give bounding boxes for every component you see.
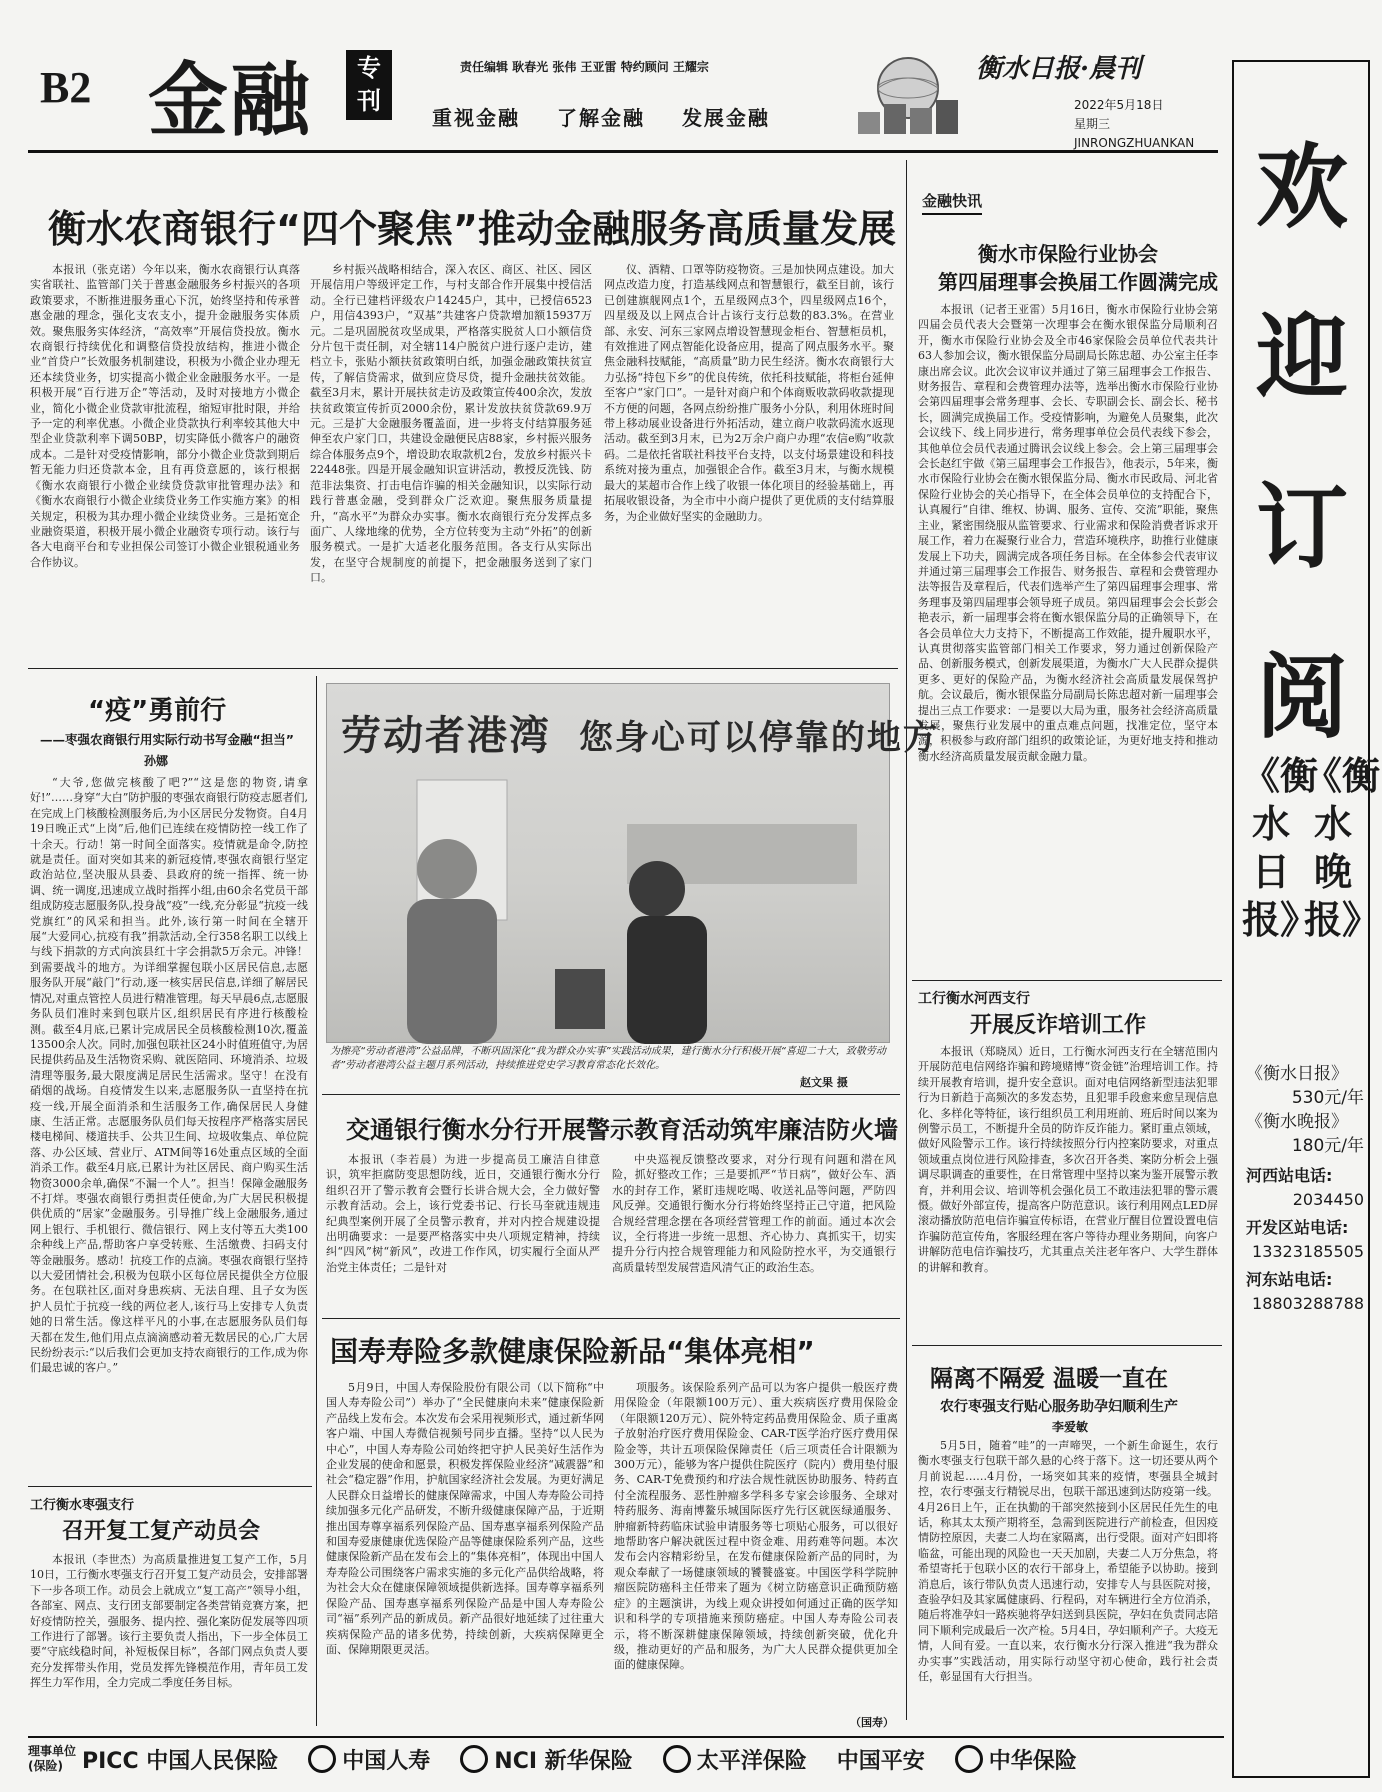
care-body bbox=[918, 1438, 1218, 1728]
price-a: 530元/年 bbox=[1291, 1088, 1364, 1108]
lead-col-3-text: 仪、酒精、口罩等防疫物资。三是加快网点建设。加大网点改造力度，打造基线网点和智慧银行，截至目前，该行已创建旗舰网点1个，五星级网点3个，四星级网点16个，四星级及以上网点合计占该行支行总数的83.3%。在营业部、永安、河东三家网点增设智慧现金柜台、智慧柜员机，有效推进了网点智能化设备应用，提高了网点服务水平。聚焦金融科技赋能，“高质量”助力民生经济。衡水农商银行大力弘扬“持包下乡”的优良传统，依托科技赋能，将柜台延伸至客户“家门口”。一是针对商户和个体商贩收款码收款提现不方便的问题，各网点纷纷推广服务小分队，利用休班时间带上移动展业设备进行外拓活动，建立商户收款码流水返现活动。截至到3月末，已为2万余户商户办理“农信e购”收款码。二是依托省联社科技平台支持，以支付场景建设和科技系统对接为重点，加强银企合作。截至3月末，与衡水规模最大的某超市合作上线了收银一体化项目的经验基础上，再拓展收银设备，为全市中小商户提供了更优质的支付结算服务，为企业做好坚实的金融助力。 bbox=[604, 263, 894, 523]
bocom-col-2-text: 中央巡视反馈整改要求，对分行现有问题和潜在风险，抓好整改工作；三是要抓严“节日病”，做好公车、酒水的封存工作，紧盯违规吃喝、收送礼品等问题，严防四风反弹。交通银行衡水分行将始终坚持正己守道，把风险合规经营理念摆在各项经营管理工作的前面。通过本次会议，全行将进一步统一思想、齐心协力、真抓实干，切实提升分行内控合规管理能力和风险防控水平，为交通银行高质量转型发展营造风清气正的政治生态。 bbox=[612, 1153, 896, 1274]
icbc-hexi-headline: 开展反诈培训工作 bbox=[970, 1013, 1147, 1038]
sponsor-cpic-name: 太平洋保险 bbox=[696, 1748, 807, 1774]
subscription-sidebar bbox=[1232, 60, 1381, 1778]
slogan-2: 了解金融 bbox=[556, 106, 645, 130]
paper-vertical-a: 《衡水日报》 bbox=[1242, 753, 1319, 942]
chinalife-logo-icon bbox=[308, 1745, 336, 1773]
photo-scene bbox=[327, 684, 891, 1044]
sponsor-pingan bbox=[837, 1744, 925, 1775]
zaoqiang-kicker: 工行衡水枣强支行 bbox=[30, 1498, 135, 1513]
icbc-hexi-body bbox=[918, 1044, 1218, 1334]
icbc-hexi-kicker: 工行衡水河西支行 bbox=[918, 991, 1030, 1007]
sponsor-nci bbox=[460, 1744, 632, 1775]
price-list bbox=[1246, 1062, 1364, 1316]
zaoqiang-body bbox=[30, 1552, 308, 1728]
left-col-divider bbox=[316, 676, 317, 1726]
price-a-name: 《衡水日报》 bbox=[1246, 1064, 1348, 1084]
photo-caption: 为擦亮“劳动者港湾”公益品牌，不断巩固深化“我为群众办实事”实践活动成果，建行衡水分行积极开展“喜迎二十大，致敬劳动者”劳动者港湾公益主题月系列活动，持续推进党史学习教育常态化长效化。 bbox=[330, 1046, 886, 1071]
sponsor-chinalife bbox=[308, 1744, 430, 1775]
section-pinyin: JINRONGZHUANKAN bbox=[1074, 136, 1195, 150]
chinalife-col-1-text: 5月9日，中国人寿保险股份有限公司（以下简称“中国人寿寿险公司”）举办了“全民健康向未来”健康保险新产品线上发布会。本次发布会采用视频形式，通过新华网客户端、中国人寿微信视频号同步直播。坚持“以人民为中心”，中国人寿寿险公司始终把守护人民美好生活作为企业发展的使命和愿景，积极发挥保险业经济“减震器”和社会“稳定器”作用，护航国家经济社会发展。为更好满足人民群众日益增长的健康保障需求，中国人寿寿险公司持续加强多元化产品研发，不断升级健康保障产品，于近期推出国寿尊享福系列保险产品、国寿惠享福系列保险产品和国寿爱康健康优选保险产品等健康保险系列产品，这些健康保险新产品在发布会上的“集体亮相”，体现出中国人寿寿险公司围绕客户需求实施的多元化产品供给战略，将为社会大众在健康保障领域提供新选择。国寿尊享福系列保险产品、国寿惠享福系列保险产品是中国人寿寿险公司“福”系列产品的新成员。新产品很好地延续了过往重大疾病保险产品的诸多优势，持续创新，大疾病保障更全面、保障期限更灵活。 bbox=[326, 1381, 604, 1656]
care-author: 李爱敏 bbox=[1052, 1420, 1089, 1434]
sponsor-cpic bbox=[663, 1744, 807, 1775]
sponsor-pingan-name: 中国平安 bbox=[836, 1748, 925, 1774]
sponsor-chinainsurance-name: 中华保险 bbox=[988, 1748, 1077, 1774]
lead-col-1 bbox=[30, 262, 300, 656]
care-headline: 隔离不隔爱 温暖一直在 bbox=[930, 1366, 1169, 1392]
bocom-headline: 交通银行衡水分行开展警示教育活动筑牢廉洁防火墙 bbox=[346, 1116, 898, 1144]
lead-col-3 bbox=[604, 262, 894, 656]
slogan-3: 发展金融 bbox=[681, 106, 770, 130]
news-photo bbox=[326, 683, 939, 1043]
lead-col-2 bbox=[310, 262, 592, 656]
bocom-col-1 bbox=[326, 1152, 600, 1308]
photo-bottom-rule bbox=[322, 1094, 900, 1095]
photo-sign-main: 劳动者港湾 bbox=[341, 713, 551, 759]
welcome-subscribe: 欢迎订阅 bbox=[1255, 133, 1348, 751]
price-b-name: 《衡水晚报》 bbox=[1246, 1112, 1348, 1132]
care-subtitle: 农行枣强支行贴心服务助孕妇顺利生产 bbox=[940, 1399, 1178, 1415]
chinalife-col-2 bbox=[614, 1380, 898, 1710]
section-title: 金融 bbox=[148, 54, 312, 147]
sponsor-label: 理事单位(保险) bbox=[28, 1744, 77, 1773]
contact-label-3: 河东站电话: bbox=[1246, 1270, 1333, 1289]
yong-author: 孙娜 bbox=[144, 754, 169, 768]
sponsor-nci-name: NCI 新华保险 bbox=[494, 1748, 633, 1774]
chinalife-credit: （国寿） bbox=[850, 1716, 894, 1729]
news-flash-body bbox=[918, 302, 1218, 922]
news-flash-kicker: 金融快讯 bbox=[922, 190, 982, 215]
price-b: 180元/年 bbox=[1291, 1136, 1364, 1156]
contact-number-1: 2034450 bbox=[1292, 1190, 1364, 1209]
coins-illustration bbox=[838, 42, 978, 142]
editors-line: 责任编辑 耿春光 张伟 王亚雷 特约顾问 王耀宗 bbox=[460, 60, 709, 74]
column-divider bbox=[906, 160, 907, 1720]
news-flash-headline-2: 第四届理事会换届工作圆满完成 bbox=[938, 270, 1218, 294]
bocom-col-2 bbox=[612, 1152, 896, 1308]
masthead-divider bbox=[28, 150, 1218, 153]
lead-bottom-rule bbox=[28, 668, 898, 669]
right-rule-2 bbox=[912, 1345, 1222, 1346]
bocom-bottom-rule bbox=[322, 1318, 900, 1319]
right-rule-1 bbox=[912, 980, 1222, 981]
chinainsurance-logo-icon bbox=[955, 1745, 983, 1773]
lead-headline: 衡水农商银行“四个聚焦”推动金融服务高质量发展 bbox=[48, 207, 896, 251]
care-text: 5月5日，随着“哇”的一声啼哭，一个新生命诞生，农行衡水枣强支行包联干部久悬的心终于落下。这一切还要从两个月前说起……4月份，一场突如其来的疫情，枣强县全城封控，农行枣强支行精锐尽出，包联干部迅速到达防疫第一线。4月26日上午，正在执勤的干部突然接到小区居民任先生的电话，称其太太预产期将至，急需到医院进行产前检查，但因疫情防控原因，夫妻二人均在家隔离，出行受限。面对产妇即将临盆，可能出现的风险也一天天加剧，夫妻二人万分焦急，将希望寄托于包联小区的农行干部身上，希望能予以协助。接到消息后，该行带队负责人迅速行动，安排专人与县医院对接，查验孕妇及其家属健康码、行程码，对车辆进行全方位消杀，随后将准孕妇一路疾驰将孕妇送到县医院，孕妇在负责同志陪同下顺利完成最后一次产检。5月4日，孕妇顺利产子。大疫无情，人间有爱。一直以来，农行衡水分行深入推进“我为群众办实事”实践活动，用实际行动坚守初心使命，践行社会责任，彰显国有大行担当。 bbox=[918, 1439, 1218, 1684]
nci-logo-icon bbox=[460, 1745, 488, 1773]
cpic-logo-icon bbox=[663, 1745, 691, 1773]
yong-body bbox=[30, 775, 308, 1460]
masthead bbox=[28, 28, 1218, 148]
yong-title: “疫”勇前行 bbox=[88, 696, 227, 726]
slogan-row bbox=[432, 102, 798, 131]
date-info bbox=[1074, 96, 1194, 153]
photo-credit: 赵文果 摄 bbox=[800, 1076, 848, 1089]
issue-date: 2022年5月18日 bbox=[1074, 98, 1164, 112]
paper-name: 衡水日报·晨刊 bbox=[976, 54, 1142, 84]
icbc-hexi-text: 本报讯（郑晓凤）近日，工行衡水河西支行在全辖范围内开展防范电信网络诈骗和跨境赌博“资金链”治理培训工作。持续开展教育培训，提升安全意识。面对电信网络新型违法犯罪行为日新趋于高频次的多发态势，且犯罪手段愈来愈呈现信息化、多样化等特征，该行组织员工利用班前、班后时间以案为例警示员工，不断提升全员的防诈反诈能力。紧盯重点领域，做好风险警示工作。该行持续按照分行内控案防要求，对重点领域重点岗位进行风险排查，多次召开各类、案防分析会上强调尽职调查的重要性，在日常管理中坚持以案为鉴开展警示教育，并利用会议、培训等机会强化员工不敢违法犯罪的警示震慑。做好外部宣传，提高客户防范意识。该行利用网点LED屏滚动播放防范电信诈骗宣传标语，在营业厅醒目位置设置电信诈骗防范宣传角，客服经理在客户等待办理业务期间，向客户讲解防范电信诈骗技巧，尤其重点关注老年客户、大学生群体的讲解和教育。 bbox=[918, 1045, 1218, 1274]
yong-subtitle: ——枣强农商银行用实际行动书写金融“担当” bbox=[40, 732, 294, 747]
news-flash-text: 本报讯（记者王亚雷）5月16日，衡水市保险行业协会第四届会员代表大会暨第一次理事会在衡水银保监分局顺利召开，衡水市保险行业协会及全市46家保险会员单位代表共计63人参加会议，衡水银保监分局副局长陈忠超、办公室主任李康出席会议。此次会议审议并通过了第三届理事会工作报告、财务报告、章程和会费管理办法等，选举出衡水市保险行业协会第四届理事会常务理事、会长、专职副会长、副会长、秘书长，圆满完成换届工作。受疫情影响，为避免人员聚集，此次会议线下、线上同步进行，常务理事单位会员代表线下参会，其他单位会员代表通过腾讯会议线上参会。会上第三届理事会会长赵红宇做《第三届理事会工作报告》，他表示，5年来，衡水市保险行业协会在衡水银保监分局、衡水市民政局、河北省保险行业协会的关心指导下，在全体会员单位的支持配合下，认真履行“自律、维权、协调、服务、宣传、交流”职能，聚焦主业，紧密围绕服从监管要求、行业需求和保险消费者诉求开展工作，着力在凝聚行业合力，营造环境秩序，助推行业健康发展上下功夫，圆满完成各项任务目标。在全体参会代表审议并通过第三届理事会工作报告、财务报告、章程和会费管理办法等报告及章程后，代表们选举产生了第四届理事会理事、常务理事及第四届理事会领导班子成员。第四届理事会会长彭会艳表示，新一届理事会将在衡水银保监分局的正确领导下，在各会员单位大力支持下，不断提高工作效能，提升履职水平，认真贯彻落实监管部门相关工作要求，努力通过创新保险产品、创新服务模式，创新发展渠道，为衡水广大人民群众提供更多、更好的保险产品，为衡水经济社会高质量发展保驾护航。会议最后，衡水银保监分局副局长陈忠超对新一届理事会提出三点工作要求：一是要以大局为重，服务社会经济高质量发展，聚焦行业发展中的重点难点问题，找准定位，坚守本源，积极参与政府部门组织的政策论证，为更好地支持和推动衡水经济高质量发展贡献金融力量。 bbox=[918, 303, 1218, 763]
page-number: B2 bbox=[40, 63, 92, 112]
chinalife-headline: 国寿寿险多款健康保险新品“集体亮相” bbox=[330, 1335, 815, 1368]
sponsor-bar bbox=[28, 1736, 1224, 1780]
issue-weekday: 星期三 bbox=[1074, 117, 1111, 131]
zaoqiang-headline: 召开复工复产动员会 bbox=[62, 1519, 261, 1544]
news-flash-headline-1: 衡水市保险行业协会 bbox=[978, 242, 1158, 266]
chinalife-col-1 bbox=[326, 1380, 604, 1728]
bocom-col-1-text: 本报讯（李若晨）为进一步提高员工廉洁自律意识，筑牢拒腐防变思想防线，近日，交通银行衡水分行组织召开了警示教育会暨行长讲合规大会，全力做好警示教育活动。会上，该行党委书记、行长马奎就违规违纪典型案例开展了全员警示教育，并对内控合规建设提出明确要求：一是要严格落实中央八项规定精神，持续纠“四风”树“新风”，改进工作作风，切实履行全面从严治党主体责任；二是针对 bbox=[326, 1153, 600, 1274]
sponsor-picc bbox=[82, 1744, 278, 1775]
lead-col-2-text: 乡村振兴战略相结合，深入农区、商区、社区、园区开展信用户等级评定工作，与村支部合作开展集中授信活动。全行已建档评级农户14245户，其中，已授信6523户，用信4393户，“双基”共建客户贷款增加额15937万元。二是巩固脱贫攻坚成果，严格落实脱贫人口小额信贷分片包干责任制，对全辖114户脱贫户进行逐户走访，建档立卡，张贴小额扶贫政策明白纸，加强金融政策扶贫宣传，了解信贷需求，做到应贷尽贷，提升金融扶贫效能。截至3月末，累计开展扶贫走访及政策宣传400余次，发放扶贫政策宣传折页2000余份，累计发放扶贫贷款69.9万元。三是扩大金融服务覆盖面，进一步将支付结算服务延伸至农户家门口，共建设金融便民店88家，乡村振兴服务综合体服务点9个，增设助农取款机2台，发放乡村振兴卡22448张。四是开展金融知识宣讲活动，教授反洗钱、防范非法集资、打击电信诈骗的相关金融知识，以实际行动践行普惠金融，受到群众广泛欢迎。聚焦服务质量提升，“高水平”为群众办实事。衡水农商银行充分发挥点多面广、人缘地缘的优势，全方位转变为主动“外拓”的创新服务模式。一是扩大适老化服务范围。各支行从实际出发，在坚守合规制度的前提下，把金融服务送到了家门口。 bbox=[310, 263, 592, 585]
yong-text: “大爷,您做完核酸了吧?”“这是您的物资,请拿好!”……身穿“大白”防护服的枣强农商银行防疫志愿者们,在完成上门核酸检测服务后,为小区居民分发物资。自4月19日晚正式“上岗”后,他们已连续在疫情防控一线工作了十余天。行动！第一时间全面落实。疫情就是命令,防控就是责任。面对突如其来的新冠疫情,枣强农商银行坚定政治站位,坚决服从县委、县政府的统一指挥、统一协调、统一调度,迅速成立战时指挥小组,由60余名党员干部组成防疫志愿服务队,投身战“疫”一线,充分彰显“抗疫一线党旗红”的风采和担当。此外,该行第一时间在全辖开展“大爱同心,抗疫有我”捐款活动,全行358名职工以线上与线下捐款的方式向滨县红十字会捐款5万余元。冲锋！到需要战斗的地方。为详细掌握包联小区居民信息,志愿服务队开展“敲门”行动,逐一核实居民信息,详细了解居民情况,对重点管控人员进行精准管理。每天早晨6点,志愿服务队员们准时来到包联片区,组织居民有序进行核酸检测。截至4月底,已累计完成居民全员核酸检测10次,覆盖13500余人次。同时,加强包联社区24小时值班值守,为居民提供药品及生活物资采购、就医陪同、环境消杀、垃圾清理等服务,最大限度满足居民生活需求。坚守！在没有硝烟的战场。自疫情发生以来,志愿服务队一直坚持在抗疫一线,开展全面消杀和生活服务工作,确保居民人身健康、生活正常。志愿服务队员们每天按程序严格落实居民楼电梯间、楼道扶手、公共卫生间、垃圾收集点、单位院落、办公区域、营业厅、ATM间等16处重点区域的全面消杀工作。截至4月底,已累计为社区居民、商户购买生活物资3000余单,确保“不漏一个人”。担当！保障金融服务不打烊。枣强农商银行勇担责任使命,为广大居民积极提供优质的“居家”金融服务。引导推广线上金融服务,通过网上银行、手机银行、微信银行、网上支付等五大类100余种线上产品,帮助客户享受转账、生活缴费、扫码支付等金融服务。感动！抗疫工作的点滴。枣强农商银行坚持以大爱团情社会,积极为包联小区每位居民提供全方位服务。在包联社区,面对身患疾病、无法自理、且子女为医护人员忙于抗疫一线的两位老人,该行马上安排专人负责她的日常生活。像这样平凡的小事,在志愿服务队员们每天都在发生,他们用点点滴滴感动着无数居民的心,广大居民纷纷表示:“以后我们会更加支持农商银行的工作,成为你们最忠诚的客户。” bbox=[30, 776, 308, 1375]
photo-sign-sub: 您身心可以停靠的地方 bbox=[578, 718, 939, 758]
special-tag: 专刊 bbox=[346, 50, 392, 120]
paper-vertical-b: 《衡水晚报》 bbox=[1304, 753, 1381, 942]
slogan-1: 重视金融 bbox=[432, 106, 520, 130]
contact-number-2: 13323185505 bbox=[1252, 1242, 1364, 1261]
contact-label-1: 河西站电话: bbox=[1246, 1166, 1333, 1185]
sponsor-picc-name: PICC 中国人民保险 bbox=[82, 1748, 279, 1774]
sponsor-chinalife-name: 中国人寿 bbox=[342, 1748, 431, 1774]
contact-label-2: 开发区站电话: bbox=[1246, 1218, 1349, 1237]
zaoqiang-text: 本报讯（李世杰）为高质量推进复工复产工作，5月10日，工行衡水枣强支行召开复工复产动员会，安排部署下一步各项工作。动员会上就成立“复工高产”领导小组，各部室、网点、支行团支部要制定各类营销竞赛方案，把好疫情防控关，强服务、提内控、强化案防促发展等四项工作进行了部署。该行主要负责人指出，下一步全体员工要“守底线稳时间，补短板保目标”，各部门网点负责人要充分发挥带头作用，党员发挥先锋模范作用，青年员工发挥生力军作用，全力完成二季度任务目标。 bbox=[30, 1553, 308, 1690]
contact-number-3: 18803288788 bbox=[1252, 1294, 1364, 1313]
left-rule-bottom bbox=[28, 1486, 312, 1487]
lead-col-1-text: 本报讯（张克诺）今年以来，衡水农商银行认真落实省联社、监管部门关于普惠金融服务乡村振兴的各项政策要求，不断推进服务重心下沉，始终坚持和传承普惠金融的理念，强化支农支小，提升金融服务实体质效。聚焦服务实体经济，“高效率”开展信贷投放。衡水农商银行持续优化和调整信贷投放结构，推进小微企业“首贷户”长效服务机制建设，积极为小微企业办理无还本续贷业务，切实提高小微企业金融服务水平。一是积极开展“百行进万企”等活动，及时对接地方小微企业，简化小微企业贷款审批流程，缩短审批时限，并给予一定的利率优惠。小微企业贷款执行利率较其他大中型企业贷款利率下调50BP，切实降低小微客户的融资成本。二是针对受疫情影响，部分小微企业贷款到期后暂无能力归还贷款本金，且有再贷意愿的，该行根据《衡水农商银行小微企业续贷贷款审批管理办法》和《衡水农商银行小微企业续贷业务工作实施方案》的相关规定，积极为其办理小微企业续贷业务。三是拓宽企业融资渠道，积极开展小微企业融资专项行动。该行与各大电商平台和专业担保公司签订小微企业银税通业务合作协议。 bbox=[30, 263, 300, 569]
chinalife-col-2-text: 项服务。该保险系列产品可以为客户提供一般医疗费用保险金（年限额100万元）、重大疾病医疗费用保险金（年限额120万元）、院外特定药品费用保险金、质子重离子放射治疗医疗费用保险金、CAR-T医学治疗医疗费用保险金等，共计五项保险保障责任（后三项责任合计限额为300万元），能够为客户提供住院医疗（院内）费用垫付服务、CAR-T免费预约和疗法合规性就医协助服务、特药直付全流程服务、恶性肿瘤多学科多专家会诊服务、全球对特药服务、海南博鳌乐城国际医疗先行区就医绿通服务、肿瘤新特药临床试验申请服务等七项贴心服务，可以很好地帮助客户解决就医过程中资金难、用药难等问题。本次发布会内容精彩纷呈，在发布健康保险新产品的同时，为观众奉献了一场健康领域的饕餮盛宴。中国医学科学院肿瘤医院防癌科主任带来了题为《树立防癌意识正确预防癌症》的主题演讲，为线上观众讲授如何通过正确的医学知识和科学的专项措施来预防癌症。中国人寿寿险公司表示，将不断深耕健康保障领域，持续创新突破，优化升级，推动更好的产品和服务，为广大人民群众提供更加全面的健康保障。 bbox=[614, 1381, 898, 1672]
sponsor-chinainsurance bbox=[955, 1744, 1077, 1775]
